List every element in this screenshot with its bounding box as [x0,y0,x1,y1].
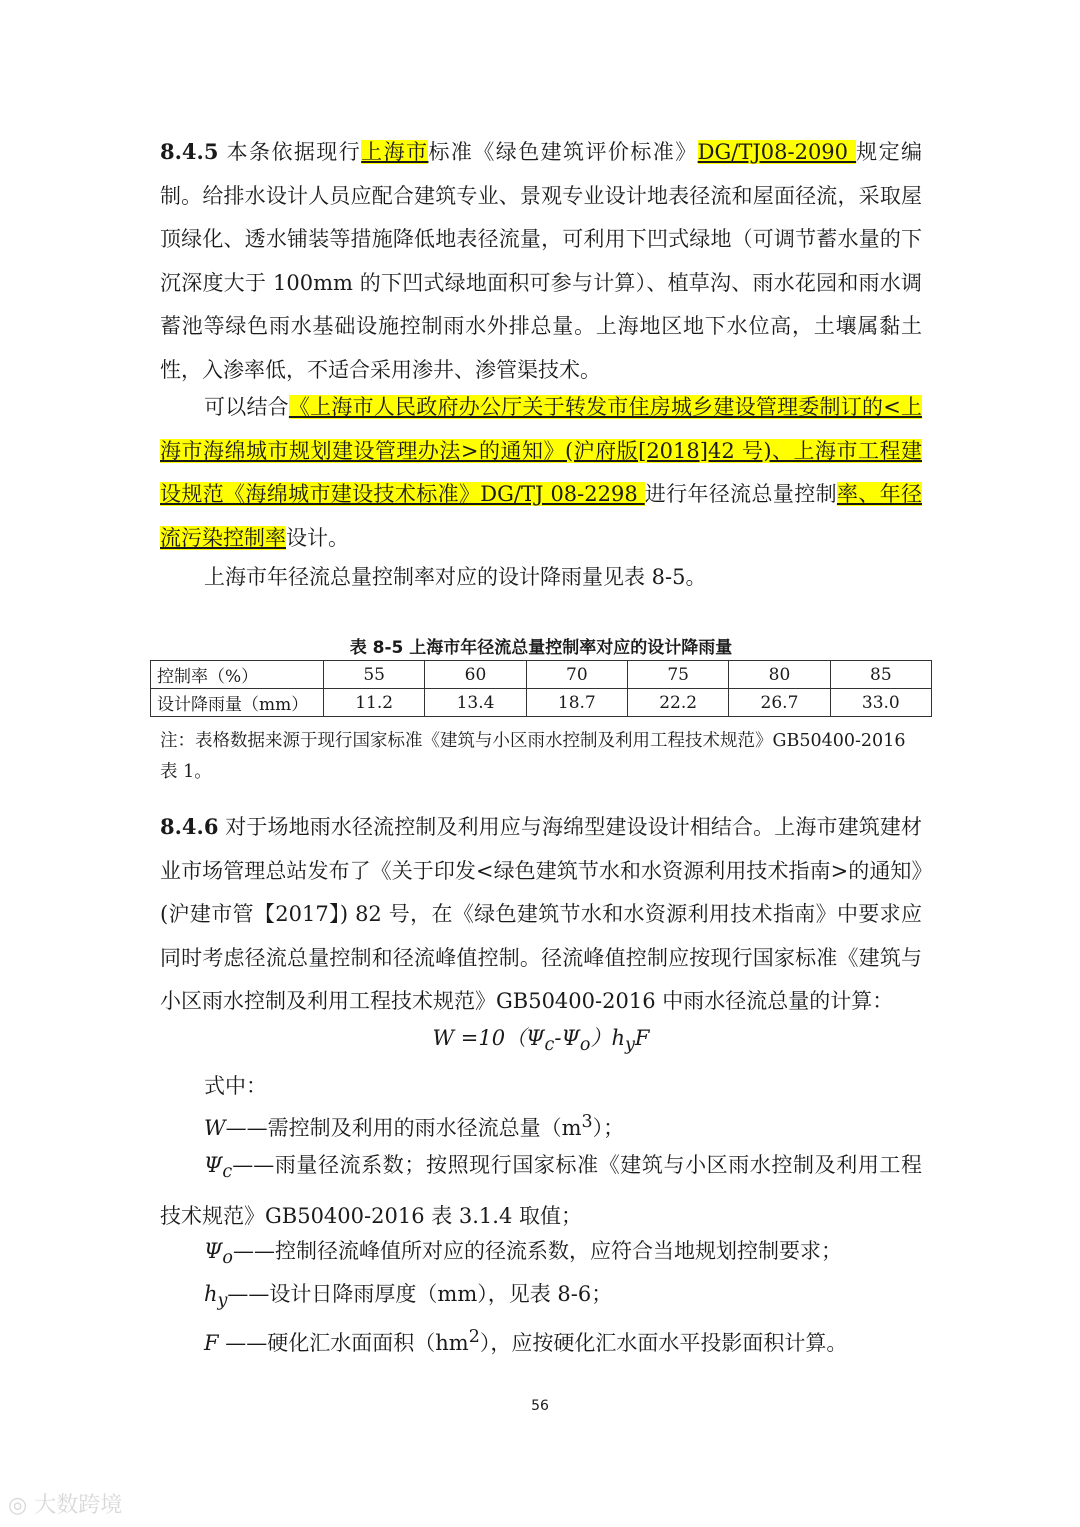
paragraph-text: 设计。 [286,525,349,550]
paragraph-text: 进行年径流总量控制 [644,482,837,506]
formula-part: ） [590,1026,612,1050]
clause-text: 规定编制。给排水设计人员应配合建筑专业、景观专业设计地表径流和屋面径流，采取屋顶绿化、透水铺装等措施降低地表径流量，可利用下凹式绿地（可调节蓄水量的下沉深度大于 100mm 的下凹式绿地面积可参与计算）、植草沟、雨水花园和雨水调蓄池等绿色雨水基础设施控制雨水外排总量。上海地区地下水位高，土壤属黏土性，入渗率低，不适合采用渗井、渗管渠技术。 [160,140,923,382]
table-cell: 55 [324,661,425,689]
row-header-control-rate: 控制率（%） [151,661,324,689]
clause-text: 本条依据现行 [218,140,362,164]
formula-part: y [624,1035,635,1056]
watermark-text: 大数跨境 [34,1493,123,1518]
definition-text: ——设计日降雨厚度（mm），见表 8-6； [227,1282,613,1306]
table-caption: 表 8-5 上海市年径流总量控制率对应的设计降雨量 [349,638,733,658]
table-note: 注：表格数据来源于现行国家标准《建筑与小区雨水控制及利用工程技术规范》GB50400-2016 表 1。 [160,731,906,782]
table-cell: 26.7 [729,689,830,717]
subscript: c [222,1162,233,1183]
formula-part: Ψ [561,1026,580,1050]
table-row [151,661,932,689]
formula-part: Ψ [526,1026,545,1050]
table-cell: 60 [425,661,526,689]
runoff-formula [160,1022,922,1055]
paragraph-text: 可以结合 [204,395,289,419]
table-cell: 70 [526,661,627,689]
symbol: F [204,1331,219,1355]
watermark [8,1488,122,1519]
formula-part: F [634,1026,650,1050]
definition-psi-c [160,1144,922,1238]
rainfall-table [150,660,932,717]
subscript: y [217,1291,228,1312]
table-cell: 85 [830,661,931,689]
formula-part: c [544,1035,555,1056]
formula-part: h [611,1026,625,1050]
table-row [151,689,932,717]
definition-text: ——需控制及利用的雨水径流总量（m [225,1116,582,1140]
table-cell: 18.7 [526,689,627,717]
definition-text: ）； [592,1116,625,1140]
table-cell: 11.2 [324,689,425,717]
table-cell: 75 [627,661,728,689]
page-number: 56 [531,1398,549,1414]
paragraph-combination [160,386,922,560]
symbol: h [204,1282,218,1306]
symbol: W [204,1116,226,1140]
superscript: 2 [468,1327,480,1347]
table-cell: 13.4 [425,689,526,717]
symbol: Ψ [204,1239,223,1263]
clause-text: 标准《绿色建筑评价标准》 [428,140,698,164]
row-header-rainfall: 设计降雨量（mm） [151,689,324,717]
definition-text: ），应按硬化汇水面水平投影面积计算。 [479,1331,848,1355]
section-8-4-6 [160,805,922,1024]
superscript: 3 [581,1112,593,1132]
formula-part: W =10（ [432,1026,527,1050]
definition-f [160,1316,922,1366]
table-cell: 33.0 [830,689,931,717]
section-8-4-5 [160,130,922,392]
clause-text: 对于场地雨水径流控制及利用应与海绵型建设设计相结合。上海市建筑建材业市场管理总站发布了《关于印发<绿色建筑节水和水资源利用技术指南>的通知》(沪建市管【2017】) 82 号，在《绿色建筑节水和水资源利用技术指南》中要求应同时考虑径流总量控制和径流峰值控制。径流峰值控制应按现行国家标准《建筑与小区雨水控制及利用工程技术规范》GB50400-2016 中雨水径流总量的计算： [160,815,922,1013]
formula-part: - [554,1026,562,1050]
definition-text: ——雨量径流系数；按照现行国家标准《建筑与小区雨水控制及利用工程技术规范》GB50400-2016 表 3.1.4 取值； [160,1153,922,1228]
definition-text: ——控制径流峰值所对应的径流系数，应符合当地规划控制要求； [232,1239,842,1263]
paragraph-table-ref: 上海市年径流总量控制率对应的设计降雨量见表 8-5。 [204,565,707,589]
clause-number: 8.4.5 [160,139,219,164]
highlight-shanghai: 上海市 [361,140,429,164]
clause-number: 8.4.6 [160,814,219,839]
where-label: 式中： [204,1074,267,1098]
table-cell: 80 [729,661,830,689]
definition-text: ——硬化汇水面面积（hm [218,1331,469,1355]
highlight-regulation: 《上海市人民政府办公厅关于转发市住房城乡建设管理委制订的<上海市海绵城市规划建设管理办法>的通知》(沪府版[2018]42 号)、上海市工程建设规范《海绵城市建设技术标准》DG/TJ 08-2298 [160,395,923,506]
watermark-icon: ◎ [8,1493,35,1518]
subscript: o [222,1248,233,1269]
highlight-control-rate: 率、年径流污染控制率 [160,482,922,550]
table-cell: 22.2 [627,689,728,717]
symbol: Ψ [204,1153,223,1177]
highlight-standard-code: DG/TJ08-2090 [697,140,857,164]
formula-part: o [579,1035,591,1056]
